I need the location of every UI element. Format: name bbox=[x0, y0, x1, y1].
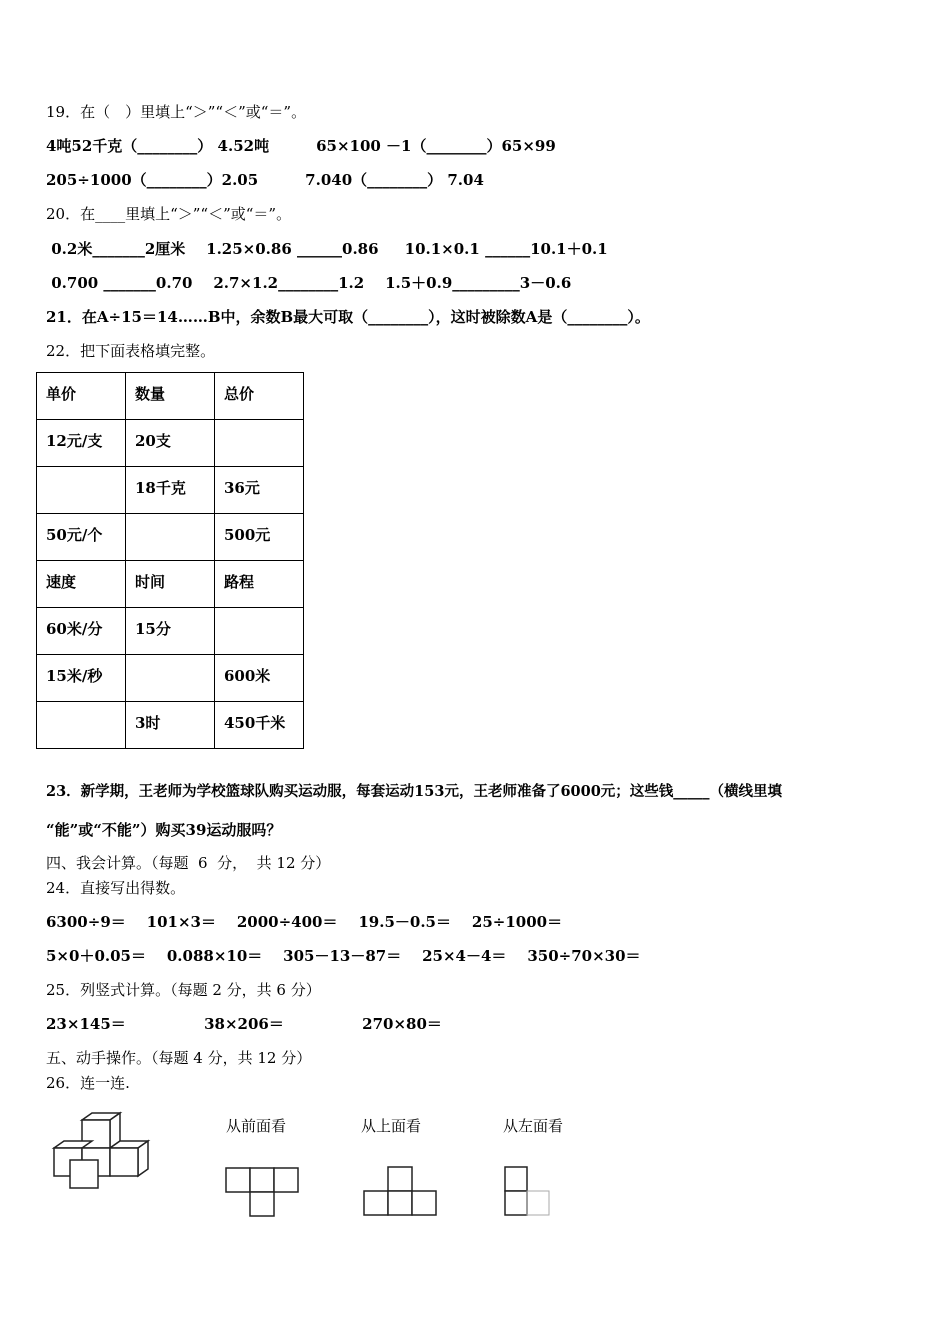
table-cell: 单价 bbox=[37, 373, 126, 420]
section4-title: 四、我会计算。（每题 6 分， 共 12 分） bbox=[46, 854, 331, 872]
table-cell: 36元 bbox=[215, 467, 304, 514]
table-row bbox=[37, 608, 304, 655]
q24-row1: 6300÷9＝ 101×3＝ 2000÷400＝ 19.5－0.5＝ 25÷1000＝ bbox=[46, 913, 563, 931]
table-cell bbox=[126, 655, 215, 702]
table-cell bbox=[126, 514, 215, 561]
q23-line2: “能”或“不能”）购买39运动服吗？ bbox=[46, 821, 282, 839]
table-cell: 20支 bbox=[126, 420, 215, 467]
table-row bbox=[37, 702, 304, 749]
front-view-shape bbox=[224, 1165, 304, 1221]
q25-title: 25．列竖式计算。（每题 2 分，共 6 分） bbox=[46, 981, 321, 999]
table-cell bbox=[215, 608, 304, 655]
table-cell: 60米/分 bbox=[37, 608, 126, 655]
table-row bbox=[37, 420, 304, 467]
q21-text: 21．在A÷15＝14……B中，余数B最大可取（________），这时被除数A是（________）。 bbox=[46, 308, 650, 326]
table-row bbox=[37, 373, 304, 420]
table-row bbox=[37, 655, 304, 702]
q23-line1: 23．新学期，王老师为学校篮球队购买运动服，每套运动153元，王老师准备了6000元；这些钱_____（横线里填 bbox=[46, 783, 783, 800]
table-cell: 18千克 bbox=[126, 467, 215, 514]
q19-title: 19．在（ ）里填上“＞”“＜”或“＝”。 bbox=[46, 103, 307, 121]
q19-row2: 205÷1000（________）2.05 7.040（________） 7.04 bbox=[46, 171, 484, 189]
table-cell: 500元 bbox=[215, 514, 304, 561]
table-cell: 50元/个 bbox=[37, 514, 126, 561]
table-cell: 速度 bbox=[37, 561, 126, 608]
q26-title: 26．连一连. bbox=[46, 1074, 130, 1092]
q20-row1: 0.2米_______2厘米 1.25×0.86 ______0.86 10.1×0.1 ______10.1＋0.1 bbox=[46, 240, 608, 258]
left-view-shape bbox=[502, 1163, 558, 1221]
view-label-left: 从左面看 bbox=[503, 1117, 564, 1135]
q22-title: 22．把下面表格填完整。 bbox=[46, 342, 216, 360]
table-cell bbox=[215, 420, 304, 467]
table-cell: 3时 bbox=[126, 702, 215, 749]
table-row bbox=[37, 561, 304, 608]
table-cell: 时间 bbox=[126, 561, 215, 608]
cube-stack-figure bbox=[48, 1110, 158, 1195]
table-cell: 总价 bbox=[215, 373, 304, 420]
table-cell: 600米 bbox=[215, 655, 304, 702]
table-cell: 450千米 bbox=[215, 702, 304, 749]
table-row bbox=[37, 514, 304, 561]
table-cell: 12元/支 bbox=[37, 420, 126, 467]
section5-title: 五、动手操作。（每题 4 分，共 12 分） bbox=[46, 1049, 312, 1067]
table-cell: 15分 bbox=[126, 608, 215, 655]
table-cell: 路程 bbox=[215, 561, 304, 608]
table-cell bbox=[37, 702, 126, 749]
table-row bbox=[37, 467, 304, 514]
q25-row1: 23×145＝ 38×206＝ 270×80＝ bbox=[46, 1015, 442, 1033]
table-cell: 15米/秒 bbox=[37, 655, 126, 702]
top-view-shape bbox=[362, 1163, 442, 1221]
q24-row2: 5×0＋0.05＝ 0.088×10＝ 305－13－87＝ 25×4－4＝ 350÷70×30＝ bbox=[46, 947, 641, 965]
q20-row2: 0.700 _______0.70 2.7×1.2________1.2 1.5＋0.9_________3－0.6 bbox=[46, 274, 572, 292]
view-label-top: 从上面看 bbox=[361, 1117, 422, 1135]
table-cell: 数量 bbox=[126, 373, 215, 420]
q19-row1: 4吨52千克（________） 4.52吨 65×100 －1（________）65×99 bbox=[46, 137, 556, 155]
table-cell bbox=[37, 467, 126, 514]
q24-title: 24．直接写出得数。 bbox=[46, 879, 186, 897]
view-label-front: 从前面看 bbox=[226, 1117, 287, 1135]
q20-title: 20．在____里填上“＞”“＜”或“＝”。 bbox=[46, 205, 292, 223]
price-table bbox=[36, 372, 304, 749]
